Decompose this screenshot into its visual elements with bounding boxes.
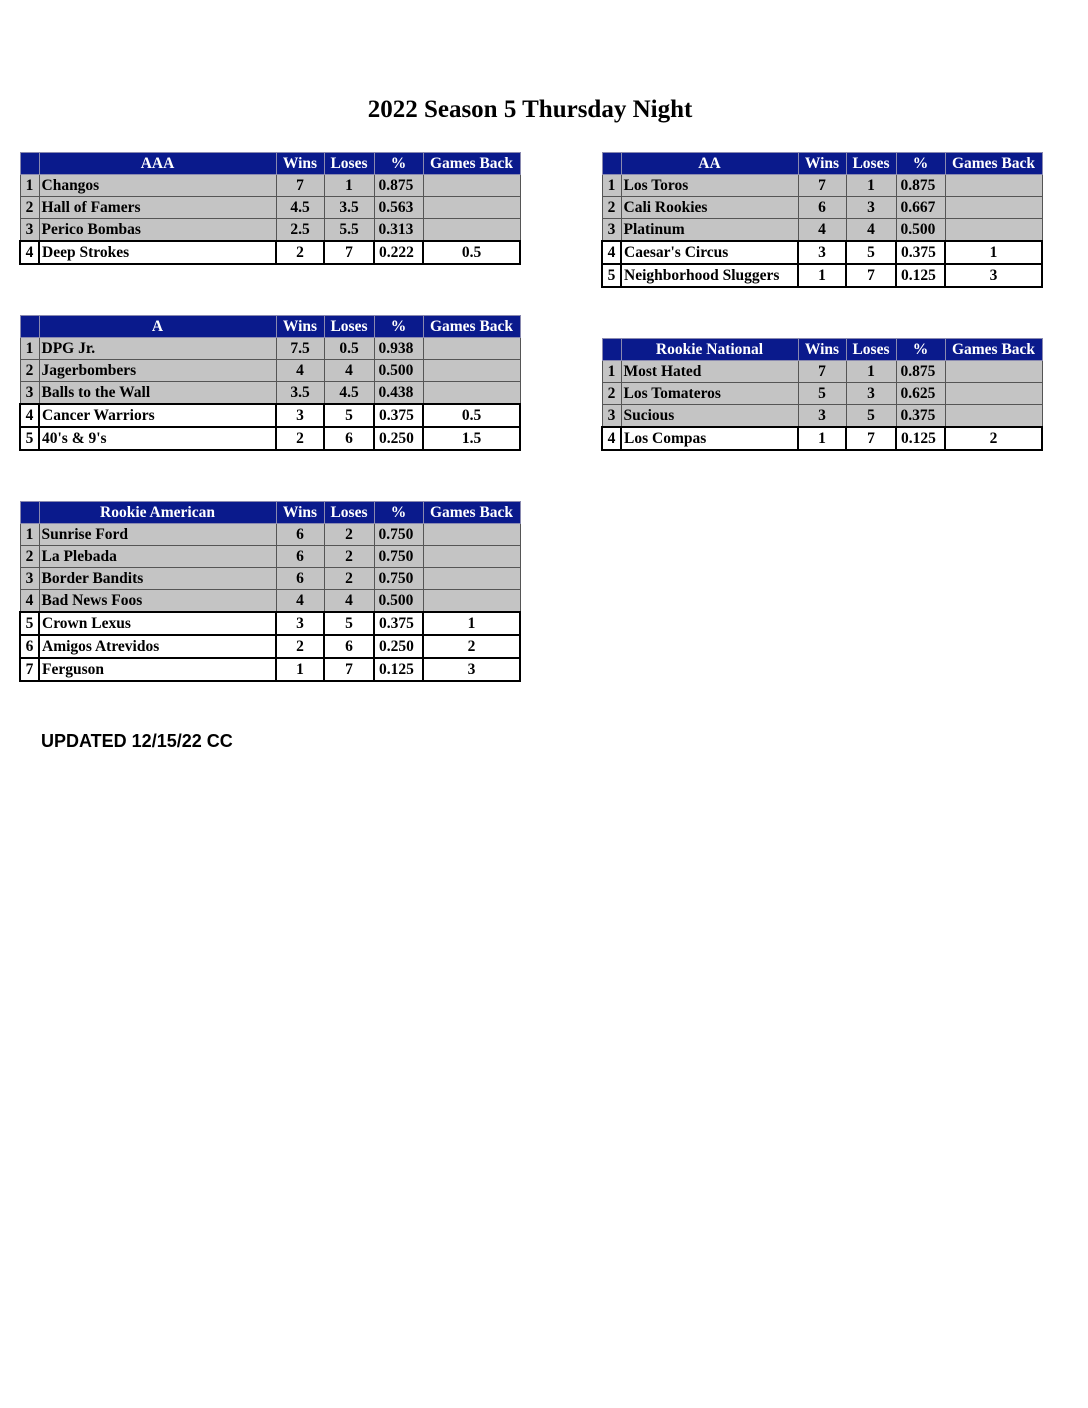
table-row [602, 427, 1042, 450]
loses-cell: 4 [846, 219, 896, 242]
games-back-cell [945, 405, 1042, 428]
loses-cell: 2 [324, 568, 374, 590]
games-back-cell: 1 [423, 612, 520, 635]
wins-cell: 4.5 [276, 197, 324, 219]
loses-header: Loses [324, 153, 374, 175]
rank-cell: 1 [20, 175, 39, 197]
table-row [602, 241, 1042, 264]
loses-header: Loses [846, 339, 896, 361]
loses-cell: 7 [846, 264, 896, 287]
wins-header: Wins [276, 502, 324, 524]
team-cell: 40's & 9's [39, 427, 276, 450]
rank-cell: 1 [20, 338, 39, 360]
pct-cell: 0.875 [896, 175, 945, 197]
team-cell: Cancer Warriors [39, 404, 276, 427]
loses-header: Loses [324, 316, 374, 338]
loses-cell: 2 [324, 546, 374, 568]
table-header [602, 153, 1042, 175]
table-row [20, 241, 520, 264]
loses-cell: 3.5 [324, 197, 374, 219]
rank-cell: 3 [20, 219, 39, 242]
loses-cell: 1 [324, 175, 374, 197]
team-cell: Changos [39, 175, 276, 197]
rank-cell: 6 [20, 635, 39, 658]
wins-header: Wins [798, 153, 846, 175]
loses-cell: 6 [324, 427, 374, 450]
wins-cell: 3 [276, 612, 324, 635]
wins-cell: 1 [276, 658, 324, 681]
pct-cell: 0.222 [374, 241, 423, 264]
games-back-cell [945, 361, 1042, 383]
pct-header: % [374, 153, 423, 175]
rank-cell: 2 [20, 546, 39, 568]
rank-cell: 4 [602, 427, 621, 450]
rank-header [20, 502, 39, 524]
wins-cell: 3 [276, 404, 324, 427]
division-name: Rookie National [621, 339, 798, 361]
rank-cell: 3 [602, 405, 621, 428]
games-back-cell [423, 568, 520, 590]
table-row [20, 546, 520, 568]
wins-cell: 2.5 [276, 219, 324, 242]
games-back-cell [945, 197, 1042, 219]
rank-cell: 3 [602, 219, 621, 242]
table-row [20, 197, 520, 219]
games-back-cell [423, 590, 520, 613]
division-name: Rookie American [39, 502, 276, 524]
games-back-cell: 0.5 [423, 404, 520, 427]
games-back-cell: 2 [423, 635, 520, 658]
wins-cell: 6 [276, 568, 324, 590]
division-name: AAA [39, 153, 276, 175]
table-row [602, 405, 1042, 428]
pct-cell: 0.438 [374, 382, 423, 405]
loses-cell: 7 [324, 241, 374, 264]
wins-cell: 6 [798, 197, 846, 219]
loses-cell: 5 [846, 241, 896, 264]
team-cell: Perico Bombas [39, 219, 276, 242]
team-cell: Deep Strokes [39, 241, 276, 264]
wins-cell: 7 [798, 361, 846, 383]
team-cell: Los Toros [621, 175, 798, 197]
wins-cell: 5 [798, 383, 846, 405]
team-cell: Sucious [621, 405, 798, 428]
rank-cell: 4 [602, 241, 621, 264]
wins-cell: 3 [798, 241, 846, 264]
table-row [20, 219, 520, 242]
standings-table-rookie-national [601, 338, 1043, 451]
loses-cell: 4.5 [324, 382, 374, 405]
loses-cell: 3 [846, 197, 896, 219]
pct-cell: 0.563 [374, 197, 423, 219]
pct-cell: 0.125 [374, 658, 423, 681]
team-cell: La Plebada [39, 546, 276, 568]
rank-cell: 5 [20, 612, 39, 635]
games-back-cell: 1.5 [423, 427, 520, 450]
wins-cell: 6 [276, 524, 324, 546]
loses-cell: 7 [846, 427, 896, 450]
team-cell: Most Hated [621, 361, 798, 383]
wins-cell: 7 [798, 175, 846, 197]
loses-cell: 4 [324, 360, 374, 382]
rank-header [20, 153, 39, 175]
pct-cell: 0.667 [896, 197, 945, 219]
standings-table-aaa [19, 152, 521, 265]
table-row [20, 612, 520, 635]
pct-header: % [896, 153, 945, 175]
wins-header: Wins [276, 153, 324, 175]
team-cell: Ferguson [39, 658, 276, 681]
rank-cell: 2 [602, 197, 621, 219]
table-header [20, 316, 520, 338]
team-cell: Border Bandits [39, 568, 276, 590]
rank-cell: 2 [20, 197, 39, 219]
page-title: 2022 Season 5 Thursday Night [367, 96, 693, 123]
games-back-cell [945, 383, 1042, 405]
loses-cell: 6 [324, 635, 374, 658]
pct-cell: 0.375 [374, 404, 423, 427]
wins-cell: 4 [798, 219, 846, 242]
table-header [20, 502, 520, 524]
rank-header [20, 316, 39, 338]
games-back-cell [423, 175, 520, 197]
pct-header: % [374, 316, 423, 338]
wins-cell: 3 [798, 405, 846, 428]
table-row [602, 219, 1042, 242]
team-cell: Bad News Foos [39, 590, 276, 613]
rank-cell: 3 [20, 568, 39, 590]
wins-cell: 3.5 [276, 382, 324, 405]
games-back-cell [423, 382, 520, 405]
wins-cell: 6 [276, 546, 324, 568]
rank-cell: 2 [602, 383, 621, 405]
pct-cell: 0.375 [374, 612, 423, 635]
division-name: A [39, 316, 276, 338]
rank-cell: 5 [602, 264, 621, 287]
wins-cell: 1 [798, 264, 846, 287]
games-back-cell [423, 546, 520, 568]
games-back-cell: 3 [945, 264, 1042, 287]
rank-header [602, 339, 621, 361]
games-back-cell: 1 [945, 241, 1042, 264]
table-row [20, 427, 520, 450]
wins-cell: 1 [798, 427, 846, 450]
wins-header: Wins [798, 339, 846, 361]
wins-cell: 4 [276, 360, 324, 382]
table-row [20, 404, 520, 427]
rank-cell: 2 [20, 360, 39, 382]
loses-cell: 5.5 [324, 219, 374, 242]
team-cell: Cali Rookies [621, 197, 798, 219]
standings-table-rookie-american [19, 501, 521, 682]
loses-cell: 5 [846, 405, 896, 428]
wins-cell: 2 [276, 241, 324, 264]
pct-cell: 0.750 [374, 546, 423, 568]
table-row [602, 197, 1042, 219]
loses-cell: 5 [324, 404, 374, 427]
team-cell: Platinum [621, 219, 798, 242]
table-row [20, 338, 520, 360]
pct-header: % [374, 502, 423, 524]
team-cell: Crown Lexus [39, 612, 276, 635]
updated-note: UPDATED 12/15/22 CC [41, 731, 233, 751]
pct-cell: 0.125 [896, 427, 945, 450]
wins-cell: 4 [276, 590, 324, 613]
standings-table-aa [601, 152, 1043, 288]
games-back-cell [423, 524, 520, 546]
games-back-cell: 2 [945, 427, 1042, 450]
games-back-cell [945, 175, 1042, 197]
loses-cell: 4 [324, 590, 374, 613]
team-cell: Sunrise Ford [39, 524, 276, 546]
loses-cell: 3 [846, 383, 896, 405]
table-row [20, 524, 520, 546]
table-row [20, 568, 520, 590]
pct-cell: 0.313 [374, 219, 423, 242]
team-cell: Los Tomateros [621, 383, 798, 405]
loses-cell: 5 [324, 612, 374, 635]
rank-cell: 5 [20, 427, 39, 450]
table-row [20, 590, 520, 613]
team-cell: Neighborhood Sluggers [621, 264, 798, 287]
table-row [20, 360, 520, 382]
team-cell: Jagerbombers [39, 360, 276, 382]
team-cell: Los Compas [621, 427, 798, 450]
table-row [602, 383, 1042, 405]
division-name: AA [621, 153, 798, 175]
games-back-cell [423, 197, 520, 219]
games-back-header: Games Back [945, 153, 1042, 175]
games-back-cell [945, 219, 1042, 242]
games-back-header: Games Back [423, 153, 520, 175]
loses-cell: 1 [846, 361, 896, 383]
games-back-header: Games Back [423, 316, 520, 338]
rank-cell: 4 [20, 590, 39, 613]
table-header [20, 153, 520, 175]
table-row [20, 635, 520, 658]
pct-cell: 0.375 [896, 405, 945, 428]
table-row [602, 361, 1042, 383]
rank-cell: 1 [20, 524, 39, 546]
loses-cell: 0.5 [324, 338, 374, 360]
rank-cell: 4 [20, 404, 39, 427]
rank-cell: 1 [602, 361, 621, 383]
games-back-cell: 0.5 [423, 241, 520, 264]
pct-cell: 0.875 [896, 361, 945, 383]
table-header [602, 339, 1042, 361]
pct-cell: 0.125 [896, 264, 945, 287]
rank-cell: 7 [20, 658, 39, 681]
table-row [20, 382, 520, 405]
games-back-cell [423, 360, 520, 382]
table-row [602, 175, 1042, 197]
games-back-header: Games Back [945, 339, 1042, 361]
pct-cell: 0.250 [374, 635, 423, 658]
team-cell: Caesar's Circus [621, 241, 798, 264]
games-back-cell: 3 [423, 658, 520, 681]
standings-table-a [19, 315, 521, 451]
loses-header: Loses [324, 502, 374, 524]
wins-header: Wins [276, 316, 324, 338]
wins-cell: 2 [276, 635, 324, 658]
loses-cell: 7 [324, 658, 374, 681]
table-row [602, 264, 1042, 287]
wins-cell: 7 [276, 175, 324, 197]
pct-cell: 0.500 [374, 360, 423, 382]
pct-cell: 0.750 [374, 524, 423, 546]
loses-header: Loses [846, 153, 896, 175]
games-back-header: Games Back [423, 502, 520, 524]
wins-cell: 7.5 [276, 338, 324, 360]
table-row [20, 175, 520, 197]
pct-cell: 0.500 [896, 219, 945, 242]
pct-cell: 0.938 [374, 338, 423, 360]
loses-cell: 1 [846, 175, 896, 197]
pct-cell: 0.500 [374, 590, 423, 613]
games-back-cell [423, 338, 520, 360]
wins-cell: 2 [276, 427, 324, 450]
team-cell: Balls to the Wall [39, 382, 276, 405]
pct-cell: 0.750 [374, 568, 423, 590]
rank-cell: 1 [602, 175, 621, 197]
rank-cell: 4 [20, 241, 39, 264]
team-cell: Amigos Atrevidos [39, 635, 276, 658]
table-row [20, 658, 520, 681]
pct-cell: 0.625 [896, 383, 945, 405]
pct-cell: 0.250 [374, 427, 423, 450]
pct-header: % [896, 339, 945, 361]
pct-cell: 0.375 [896, 241, 945, 264]
team-cell: Hall of Famers [39, 197, 276, 219]
pct-cell: 0.875 [374, 175, 423, 197]
loses-cell: 2 [324, 524, 374, 546]
rank-header [602, 153, 621, 175]
games-back-cell [423, 219, 520, 242]
rank-cell: 3 [20, 382, 39, 405]
team-cell: DPG Jr. [39, 338, 276, 360]
